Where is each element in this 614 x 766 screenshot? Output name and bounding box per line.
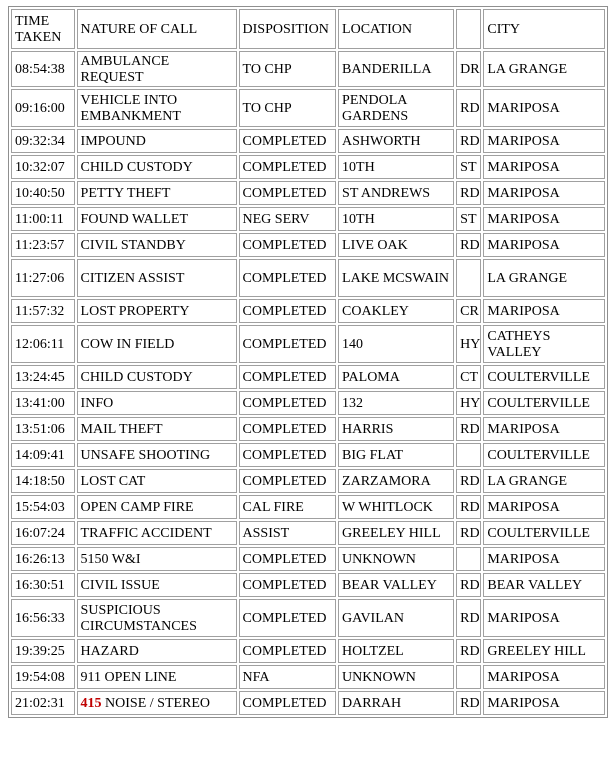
cell-time: 13:41:00: [11, 391, 75, 415]
cell-nature-text: NOISE / STEREO: [101, 696, 211, 711]
table-row: [11, 573, 605, 597]
cell-time: 11:00:11: [11, 207, 75, 231]
header-time-taken: TIME TAKEN: [11, 9, 75, 49]
cell-nature: IMPOUND: [77, 129, 237, 153]
cell-time: 09:16:00: [11, 89, 75, 127]
cell-time: 15:54:03: [11, 495, 75, 519]
cell-disposition: COMPLETED: [239, 181, 337, 205]
cell-suffix: RD: [456, 89, 481, 127]
cell-disposition: COMPLETED: [239, 417, 337, 441]
table-row: [11, 299, 605, 323]
cell-location: W WHITLOCK: [338, 495, 454, 519]
cell-disposition: COMPLETED: [239, 299, 337, 323]
header-nature-of-call: NATURE OF CALL: [77, 9, 237, 49]
table-row: [11, 365, 605, 389]
cell-suffix: ST: [456, 155, 481, 179]
cell-disposition: COMPLETED: [239, 233, 337, 257]
cell-suffix: [456, 665, 481, 689]
cell-city: MARIPOSA: [483, 665, 605, 689]
cell-city: COULTERVILLE: [483, 443, 605, 467]
cell-location: 132: [338, 391, 454, 415]
cell-disposition: COMPLETED: [239, 155, 337, 179]
cell-city: MARIPOSA: [483, 299, 605, 323]
table-row: [11, 443, 605, 467]
table-row: [11, 495, 605, 519]
cell-city: LA GRANGE: [483, 259, 605, 297]
table-row: [11, 691, 605, 715]
cell-nature: HAZARD: [77, 639, 237, 663]
cell-city: BEAR VALLEY: [483, 573, 605, 597]
cell-location: LAKE MCSWAIN: [338, 259, 454, 297]
cell-nature: CHILD CUSTODY: [77, 365, 237, 389]
cell-location: GAVILAN: [338, 599, 454, 637]
cell-suffix: RD: [456, 691, 481, 715]
header-street-suffix: [456, 9, 481, 49]
table-row: [11, 665, 605, 689]
cell-city: COULTERVILLE: [483, 365, 605, 389]
cell-suffix: RD: [456, 599, 481, 637]
cell-nature: 5150 W&I: [77, 547, 237, 571]
cell-time: 19:54:08: [11, 665, 75, 689]
table-row: [11, 207, 605, 231]
cell-time: 16:30:51: [11, 573, 75, 597]
cell-disposition: CAL FIRE: [239, 495, 337, 519]
cell-nature: 911 OPEN LINE: [77, 665, 237, 689]
cell-time: 21:02:31: [11, 691, 75, 715]
cell-suffix: RD: [456, 469, 481, 493]
table-row: [11, 325, 605, 363]
table-row: [11, 599, 605, 637]
cell-location: BANDERILLA: [338, 51, 454, 87]
cell-nature: UNSAFE SHOOTING: [77, 443, 237, 467]
cell-suffix: [456, 443, 481, 467]
cell-time: 13:24:45: [11, 365, 75, 389]
header-location: LOCATION: [338, 9, 454, 49]
cell-disposition: COMPLETED: [239, 443, 337, 467]
cell-nature: FOUND WALLET: [77, 207, 237, 231]
cell-time: 14:18:50: [11, 469, 75, 493]
cell-location: 140: [338, 325, 454, 363]
cell-city: MARIPOSA: [483, 233, 605, 257]
table-row: [11, 547, 605, 571]
cell-disposition: COMPLETED: [239, 573, 337, 597]
cell-location: HOLTZEL: [338, 639, 454, 663]
cell-city: COULTERVILLE: [483, 521, 605, 545]
cell-time: 16:07:24: [11, 521, 75, 545]
cell-nature: SUSPICIOUS CIRCUMSTANCES: [77, 599, 237, 637]
cell-nature: COW IN FIELD: [77, 325, 237, 363]
cell-nature: CIVIL ISSUE: [77, 573, 237, 597]
cell-city: MARIPOSA: [483, 181, 605, 205]
cell-city: MARIPOSA: [483, 599, 605, 637]
cell-suffix: RD: [456, 573, 481, 597]
cell-suffix: DR: [456, 51, 481, 87]
table-row: [11, 417, 605, 441]
cell-disposition: ASSIST: [239, 521, 337, 545]
cell-suffix: RD: [456, 639, 481, 663]
cell-disposition: NFA: [239, 665, 337, 689]
cell-city: MARIPOSA: [483, 129, 605, 153]
cell-city: CATHEYS VALLEY: [483, 325, 605, 363]
cell-time: 10:40:50: [11, 181, 75, 205]
table-row: [11, 129, 605, 153]
cell-time: 14:09:41: [11, 443, 75, 467]
cell-disposition: COMPLETED: [239, 365, 337, 389]
cell-suffix: RD: [456, 521, 481, 545]
cell-suffix: HY: [456, 391, 481, 415]
cell-time: 16:26:13: [11, 547, 75, 571]
cell-disposition: TO CHP: [239, 51, 337, 87]
cell-location: HARRIS: [338, 417, 454, 441]
cell-suffix: [456, 259, 481, 297]
cell-disposition: COMPLETED: [239, 691, 337, 715]
header-city: CITY: [483, 9, 605, 49]
table-row: [11, 233, 605, 257]
table-row: [11, 521, 605, 545]
cell-time: 09:32:34: [11, 129, 75, 153]
cell-disposition: NEG SERV: [239, 207, 337, 231]
cell-time: 13:51:06: [11, 417, 75, 441]
cell-disposition: COMPLETED: [239, 129, 337, 153]
header-disposition: DISPOSITION: [239, 9, 337, 49]
cell-city: MARIPOSA: [483, 207, 605, 231]
cell-nature: VEHICLE INTO EMBANKMENT: [77, 89, 237, 127]
cell-time: 11:57:32: [11, 299, 75, 323]
cell-city: GREELEY HILL: [483, 639, 605, 663]
cell-time: 19:39:25: [11, 639, 75, 663]
cell-suffix: ST: [456, 207, 481, 231]
cell-suffix: RD: [456, 417, 481, 441]
cell-suffix: HY: [456, 325, 481, 363]
cell-disposition: COMPLETED: [239, 469, 337, 493]
cell-nature: INFO: [77, 391, 237, 415]
cell-nature: OPEN CAMP FIRE: [77, 495, 237, 519]
cell-location: 10TH: [338, 155, 454, 179]
cell-location: DARRAH: [338, 691, 454, 715]
cell-suffix: RD: [456, 233, 481, 257]
cell-city: MARIPOSA: [483, 417, 605, 441]
cell-disposition: COMPLETED: [239, 547, 337, 571]
cell-suffix: RD: [456, 129, 481, 153]
cell-time: 10:32:07: [11, 155, 75, 179]
cell-nature: MAIL THEFT: [77, 417, 237, 441]
call-log-table: [8, 6, 608, 718]
cell-location: ST ANDREWS: [338, 181, 454, 205]
cell-disposition: COMPLETED: [239, 391, 337, 415]
cell-suffix: RD: [456, 495, 481, 519]
call-code-415: 415: [80, 696, 102, 711]
cell-disposition: COMPLETED: [239, 325, 337, 363]
cell-location: PENDOLA GARDENS: [338, 89, 454, 127]
cell-nature: LOST CAT: [77, 469, 237, 493]
table-row: [11, 639, 605, 663]
cell-disposition: COMPLETED: [239, 259, 337, 297]
cell-city: LA GRANGE: [483, 469, 605, 493]
table-row: [11, 181, 605, 205]
cell-city: MARIPOSA: [483, 691, 605, 715]
cell-suffix: RD: [456, 181, 481, 205]
cell-city: MARIPOSA: [483, 89, 605, 127]
cell-nature: AMBULANCE REQUEST: [77, 51, 237, 87]
cell-city: MARIPOSA: [483, 547, 605, 571]
table-header-row: [11, 9, 605, 49]
table-row: [11, 391, 605, 415]
cell-location: BEAR VALLEY: [338, 573, 454, 597]
cell-location: UNKNOWN: [338, 665, 454, 689]
cell-location: BIG FLAT: [338, 443, 454, 467]
cell-location: ASHWORTH: [338, 129, 454, 153]
cell-city: COULTERVILLE: [483, 391, 605, 415]
cell-time: 11:27:06: [11, 259, 75, 297]
cell-nature: CITIZEN ASSIST: [77, 259, 237, 297]
cell-time: 12:06:11: [11, 325, 75, 363]
cell-location: ZARZAMORA: [338, 469, 454, 493]
cell-city: LA GRANGE: [483, 51, 605, 87]
cell-nature: LOST PROPERTY: [77, 299, 237, 323]
cell-disposition: COMPLETED: [239, 599, 337, 637]
cell-city: MARIPOSA: [483, 495, 605, 519]
cell-disposition: TO CHP: [239, 89, 337, 127]
table-row: [11, 89, 605, 127]
cell-location: UNKNOWN: [338, 547, 454, 571]
cell-location: 10TH: [338, 207, 454, 231]
cell-time: 16:56:33: [11, 599, 75, 637]
table-row: [11, 469, 605, 493]
cell-nature: TRAFFIC ACCIDENT: [77, 521, 237, 545]
cell-nature: [77, 691, 237, 715]
table-row: [11, 259, 605, 297]
cell-city: MARIPOSA: [483, 155, 605, 179]
cell-nature: CIVIL STANDBY: [77, 233, 237, 257]
cell-suffix: [456, 547, 481, 571]
cell-location: GREELEY HILL: [338, 521, 454, 545]
cell-location: PALOMA: [338, 365, 454, 389]
cell-suffix: CT: [456, 365, 481, 389]
table-row: [11, 51, 605, 87]
table-row: [11, 155, 605, 179]
cell-time: 11:23:57: [11, 233, 75, 257]
cell-nature: PETTY THEFT: [77, 181, 237, 205]
cell-suffix: CR: [456, 299, 481, 323]
cell-location: LIVE OAK: [338, 233, 454, 257]
cell-disposition: COMPLETED: [239, 639, 337, 663]
cell-location: COAKLEY: [338, 299, 454, 323]
cell-time: 08:54:38: [11, 51, 75, 87]
cell-nature: CHILD CUSTODY: [77, 155, 237, 179]
